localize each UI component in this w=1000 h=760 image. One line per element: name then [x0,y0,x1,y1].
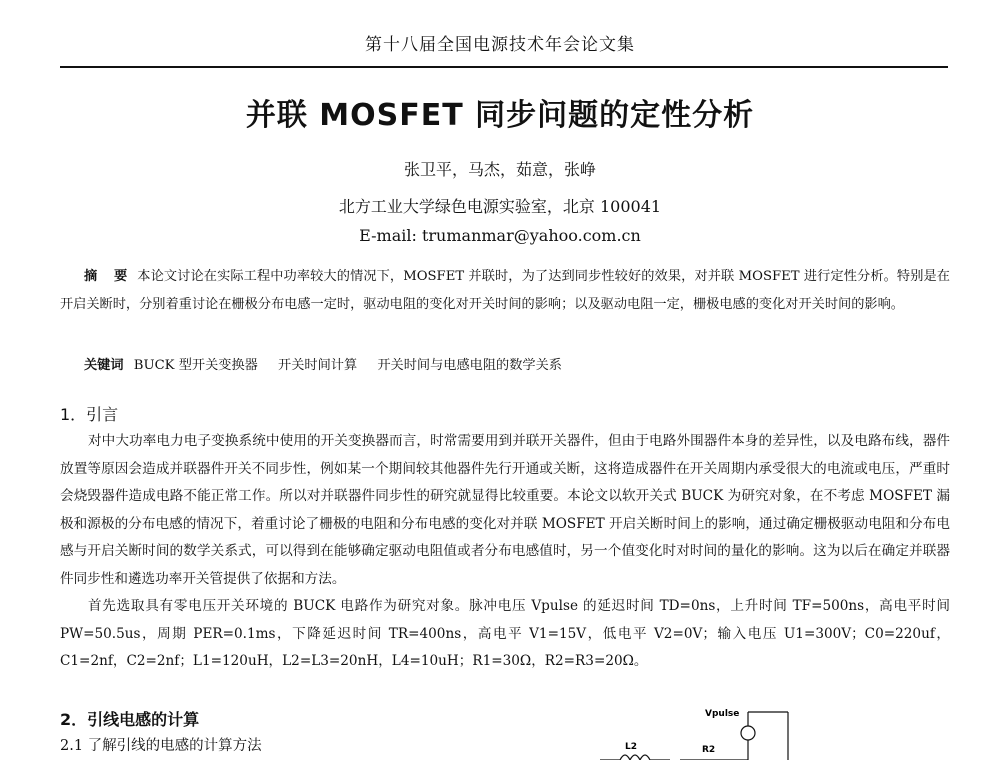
header-rule [60,66,948,68]
pulse-source-symbol [741,726,755,740]
circuit-diagram-fragment [600,700,800,760]
authors: 张卫平，马杰，茹意，张峥 [403,160,596,179]
l2-label: L2 [625,742,637,752]
abstract-label: 摘 要 [84,269,134,284]
abstract [60,263,950,319]
email: E-mail: trumanmar@yahoo.com.cn [359,226,641,245]
running-header: 第十八届全国电源技术年会论文集 [365,35,635,55]
section-1-paragraph-1: 对中大功率电力电子变换系统中使用的开关变换器而言，时常需要用到并联开关器件，但由于电路外围器件本身的差异性，以及电路布线，器件放置等原因会造成并联器件开关不同步性，例如某一个期间较其他器件先行开通或关断，这将造成器件在开关周期内承受很大的电流或电压，严重时会烧毁器件造成电路不能正常工作。所以对并联器件同步性的研究就显得比较重要。本论文以软开关式 BUCK 为研究对象，在不考虑 MOSFET 漏极和源极的分布电感的情况下，着重讨论了栅极的电阻和分布电感的变化对并联 MOSFET 开启关断时间上的影响，通过确定栅极驱动电阻和分布电感与开启关断时间的数学关系式，可以得到在能够确定驱动电阻值或者分布电感值时，另一个值变化时对时间的量化的影响。这为以后在确定并联器件同步性和遴选功率开关管提供了依据和方法。 [60,433,950,587]
r2-label: R2 [702,745,716,755]
keywords [84,354,944,373]
keyword-item: 开关时间与电感电阻的数学关系 [377,358,562,373]
subsection-2-1-heading: 2.1 了解引线的电感的计算方法 [60,738,262,754]
affiliation: 北方工业大学绿色电源实验室，北京 100041 [338,197,662,216]
keyword-item: BUCK 型开关变换器 [133,358,258,373]
paper-title: 并联 MOSFET 同步问题的定性分析 [245,98,755,133]
section-1-heading: 1．引言 [60,405,119,424]
abstract-text: 本论文讨论在实际工程中功率较大的情况下，MOSFET 并联时，为了达到同步性较好的效果，对并联 MOSFET 进行定性分析。特别是在开启关断时，分别着重讨论在栅极分布电感一定时，驱动电阻的变化对开关时间的影响；以及驱动电阻一定，栅极电感的变化对开关时间的影响。 [60,269,950,312]
section-2-heading: 2．引线电感的计算 [60,710,200,729]
vpulse-label: Vpulse [705,709,740,719]
inductor-symbol [600,755,670,760]
keyword-item: 开关时间计算 [278,358,358,373]
keywords-label: 关键词 [84,358,124,373]
section-1-paragraph-2: 首先选取具有零电压开关环境的 BUCK 电路作为研究对象。脉冲电压 Vpulse 的延迟时间 TD=0ns，上升时间 TF=500ns，高电平时间 PW=50.5us，周期 PER=0.1ms，下降延迟时间 TR=400ns，高电平 V1=15V，低电平 V2=0V；输入电压 U1=300V；C0=220uf，C1=2nf，C2=2nf；L1=120uH，L2=L3=20nH，L4=10uH；R1=30Ω，R2=R3=20Ω。 [60,598,950,669]
